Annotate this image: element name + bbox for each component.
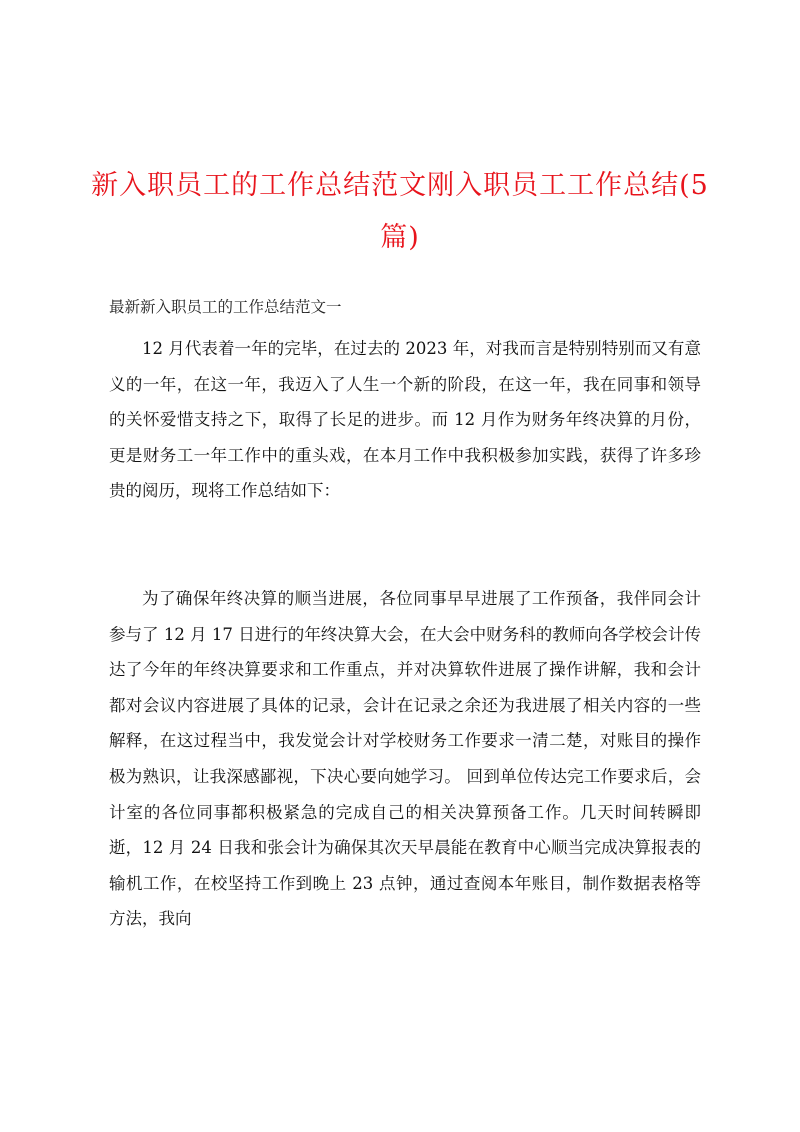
- section-subtitle: 最新新入职员工的工作总结范文一: [109, 298, 342, 316]
- body-paragraph: 12 月代表着一年的完毕，在过去的 2023 年，对我而言是特别特别而又有意义的一年，在这一年，我迈入了人生一个新的阶段，在这一年，我在同事和领导的关怀爱惜支持之下，取得了长足的进步。而 12 月作为财务年终决算的月份，更是财务工一年工作中的重头戏，在本月工作中我积极参加实践，获得了许多珍贵的阅历，现将工作总结如下：: [109, 339, 701, 501]
- document-title: 新入职员工的工作总结范文刚入职员工工作总结(5 篇): [91, 170, 709, 253]
- body-paragraph: 为了确保年终决算的顺当进展，各位同事早早进展了工作预备，我伴同会计参与了 12 月 17 日进行的年终决算大会，在大会中财务科的教师向各学校会计传达了今年的年终决算要求和工作重点，并对决算软件进展了操作讲解，我和会计都对会议内容进展了具体的记录，会计在记录之余还为我进展了相关内容的一些解释，在这过程当中，我发觉会计对学校财务工作要求一清二楚，对账目的操作极为熟识，让我深感鄙视，下决心要向她学习。 回到单位传达完工作要求后，会计室的各位同事都积极紧急的完成自己的相关决算预备工作。几天时间转瞬即逝，12 月 24 日我和张会计为确保其次天早晨能在教育中心顺当完成决算报表的输机工作，在校坚持工作到晚上 23 点钟，通过查阅本年账目，制作数据表格等方法，我向: [109, 589, 701, 929]
